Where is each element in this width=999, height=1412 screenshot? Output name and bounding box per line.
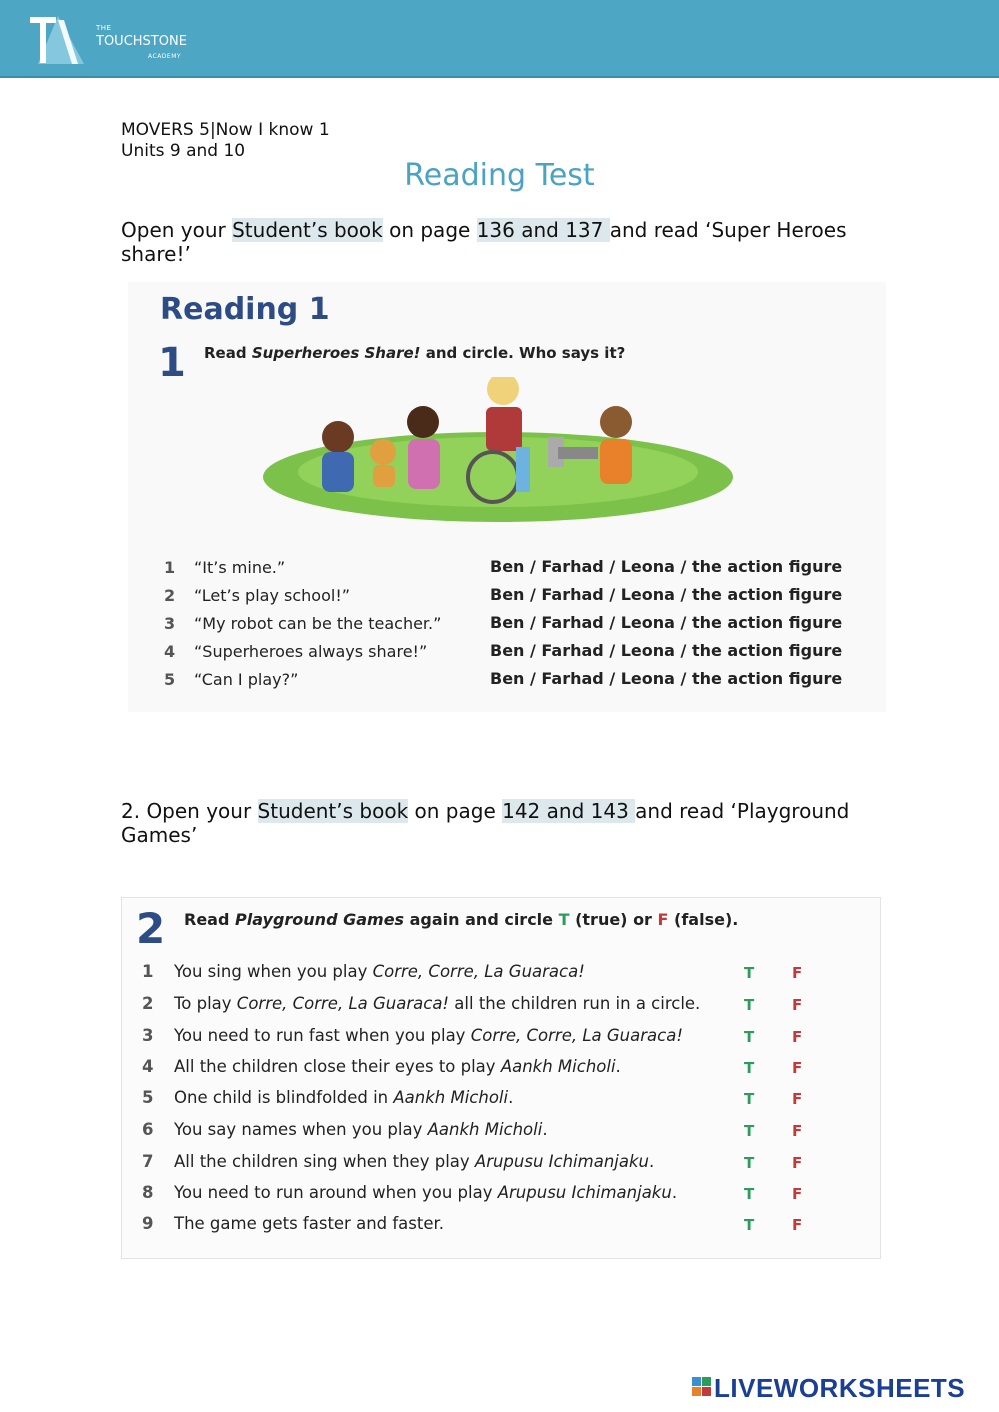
true-false-row: 1 You sing when you play Corre, Corre, La Guaraca! <box>142 962 585 981</box>
page-title: Reading Test <box>404 158 595 193</box>
reading-1-heading: Read Superheroes Share! and circle. Who says it? <box>204 344 626 362</box>
logo-name: TOUCHSTONE <box>96 34 187 49</box>
liveworksheets-brand: LIVEWORKSHEETS <box>714 1373 966 1403</box>
reading-1-row: 2 “Let’s play school!” <box>164 586 351 605</box>
reading-1-title: Reading 1 <box>160 292 330 327</box>
exercise-number: 1 <box>158 340 186 386</box>
true-false-row: 5 One child is blindfolded in Aankh Micholi. <box>142 1088 514 1107</box>
liveworksheets-logo <box>690 1373 990 1403</box>
logo-the: THE <box>96 24 112 32</box>
reading-1-options[interactable]: Ben / Farhad / Leona / the action figure <box>490 669 843 688</box>
true-false-row: 8 You need to run around when you play Arupusu Ichimanjaku. <box>142 1183 678 1202</box>
meta-units: Units 9 and 10 <box>121 141 246 161</box>
reading-1-row: 5 “Can I play?” <box>164 670 299 689</box>
meta-level: MOVERS 5|Now I know 1 <box>121 120 330 140</box>
worksheet-meta <box>121 120 330 162</box>
reading-1-options[interactable]: Ben / Farhad / Leona / the action figure <box>490 641 843 660</box>
true-option[interactable]: T <box>744 1154 755 1172</box>
false-option[interactable]: F <box>792 1028 803 1046</box>
reading-1-row: 4 “Superheroes always share!” <box>164 642 428 661</box>
reading-1-row: 1 “It’s mine.” <box>164 558 286 577</box>
reading-2-panel <box>121 897 881 1259</box>
logo-academy: ACADEMY <box>148 53 182 60</box>
true-option[interactable]: T <box>744 996 755 1014</box>
reading-1-panel <box>128 282 886 712</box>
false-option[interactable]: F <box>792 964 803 982</box>
false-option[interactable]: F <box>792 996 803 1014</box>
exercise-number: 2 <box>136 904 166 953</box>
header-bar <box>0 0 999 78</box>
true-option[interactable]: T <box>744 1059 755 1077</box>
true-option[interactable]: T <box>744 1216 755 1234</box>
reading-1-options[interactable]: Ben / Farhad / Leona / the action figure <box>490 613 843 632</box>
instruction-1: Open your Student’s book on page 136 and 137 and read ‘Super Heroes share!’ <box>121 218 847 266</box>
true-option[interactable]: T <box>744 1028 755 1046</box>
false-option[interactable]: F <box>792 1059 803 1077</box>
false-option[interactable]: F <box>792 1122 803 1140</box>
touchstone-logo <box>28 14 86 66</box>
children-illustration <box>258 377 738 537</box>
reading-1-options[interactable]: Ben / Farhad / Leona / the action figure <box>490 585 843 604</box>
logo-square-icon <box>692 1387 701 1396</box>
true-false-row: 2 To play Corre, Corre, La Guaraca! all the children run in a circle. <box>142 994 701 1013</box>
logo-square-icon <box>692 1377 701 1386</box>
true-false-row: 3 You need to run fast when you play Corre, Corre, La Guaraca! <box>142 1026 683 1045</box>
reading-2-heading: Read Playground Games again and circle T (true) or F (false). <box>184 910 739 929</box>
false-option[interactable]: F <box>792 1090 803 1108</box>
reading-1-options[interactable]: Ben / Farhad / Leona / the action figure <box>490 557 843 576</box>
reading-1-row: 3 “My robot can be the teacher.” <box>164 614 442 633</box>
instruction-2: 2. Open your Student’s book on page 142 and 143 and read ‘Playground Games’ <box>121 799 850 847</box>
false-option[interactable]: F <box>792 1216 803 1234</box>
true-false-row: 6 You say names when you play Aankh Micholi. <box>142 1120 548 1139</box>
true-option[interactable]: T <box>744 964 755 982</box>
true-false-row: 9 The game gets faster and faster. <box>142 1214 445 1233</box>
true-false-row: 7 All the children sing when they play Arupusu Ichimanjaku. <box>142 1152 655 1171</box>
logo-square-icon <box>702 1387 711 1396</box>
false-option[interactable]: F <box>792 1154 803 1172</box>
true-option[interactable]: T <box>744 1185 755 1203</box>
logo-square-icon <box>702 1377 711 1386</box>
false-option[interactable]: F <box>792 1185 803 1203</box>
true-false-row: 4 All the children close their eyes to play Aankh Micholi. <box>142 1057 621 1076</box>
true-option[interactable]: T <box>744 1122 755 1140</box>
true-option[interactable]: T <box>744 1090 755 1108</box>
